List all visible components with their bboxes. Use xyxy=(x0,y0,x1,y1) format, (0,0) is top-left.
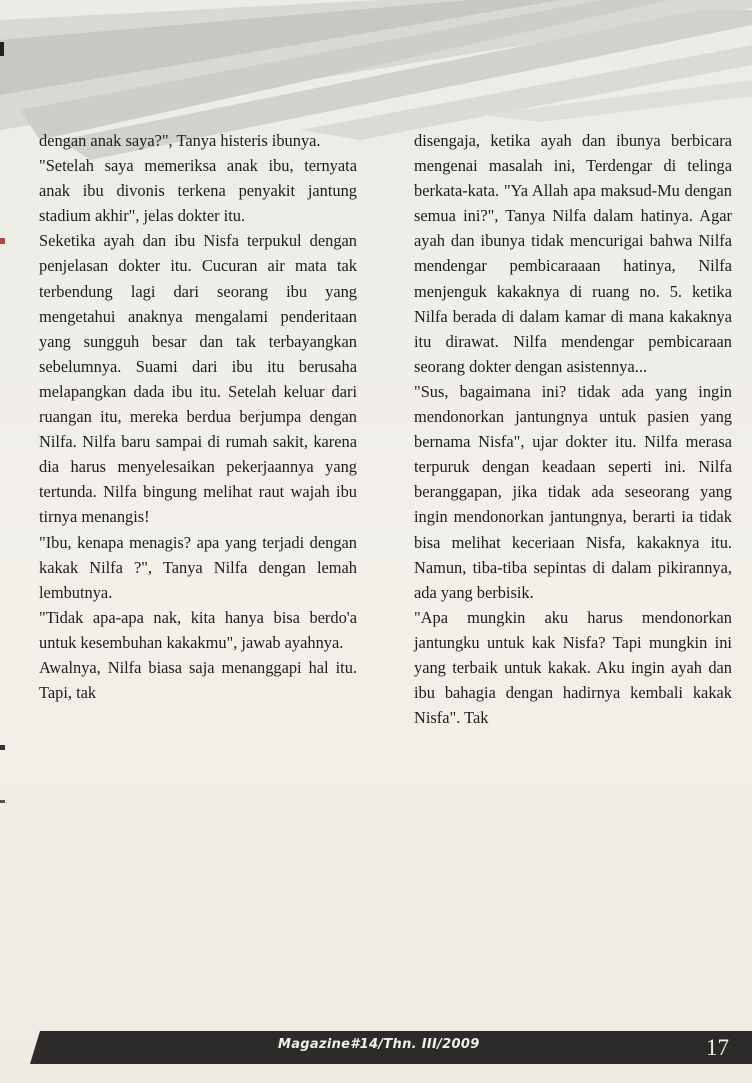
paragraph: dengan anak saya?", Tanya histeris ibunya. xyxy=(39,131,321,150)
magazine-footer: Magazine#14/Thn. III/2009 xyxy=(278,1037,480,1052)
paragraph: "Setelah saya memeriksa anak ibu, ternyata anak ibu divonis terkena penyakit jantung stadium akhir", jelas dokter itu. xyxy=(39,156,357,226)
right-column xyxy=(414,128,732,730)
paragraph: Awalnya, Nilfa biasa saja menanggapi hal itu. Tapi, tak xyxy=(39,657,357,703)
left-column xyxy=(39,128,357,705)
paragraph: Seketika ayah dan ibu Nisfa terpukul dengan penjelasan dokter itu. Cucuran air mata tak terbendung lagi dari seorang ibu yang mengetahui anaknya mengalami penderitaan yang sungguh besar dan tak terbayangkan sebelumnya. Suami dari ibu itu berusaha melapangkan dada ibu itu. Setelah keluar dari ruangan itu, mereka berdua berjumpa dengan Nilfa. Nilfa baru sampai di rumah sakit, karena dia harus menyelesaikan pekerjaannya yang tertunda. Nilfa bingung melihat raut wajah ibu tirnya menangis! xyxy=(39,231,357,527)
paragraph: disengaja, ketika ayah dan ibunya berbicara mengenai masalah ini, Terdengar di telinga berkata-kata. "Ya Allah apa maksud-Mu dengan semua ini?", Tanya Nilfa dalam hatinya. Agar ayah dan ibunya tidak mencurigai bahwa Nilfa mendengar pembicaraaan hatinya, Nilfa menjenguk kakaknya di ruang no. 5. ketika Nilfa berada di dalam kamar di mana kakaknya itu dirawat. Nilfa mendengar pembicaraan seorang dokter dengan asistennya... xyxy=(414,131,732,376)
binding-mark xyxy=(0,800,5,803)
page-number: 17 xyxy=(706,1035,729,1060)
paragraph: "Apa mungkin aku harus mendonorkan jantungku untuk kak Nisfa? Tapi mungkin ini yang terbaik untuk kakak. Aku ingin ayah dan ibu bahagia dengan hadirnya kembali kakak Nisfa". Tak xyxy=(414,607,732,728)
binding-mark xyxy=(0,42,4,56)
paragraph: "Tidak apa-apa nak, kita hanya bisa berdo'a untuk kesembuhan kakakmu", jawab ayahnya. xyxy=(39,607,357,652)
binding-mark xyxy=(0,745,5,750)
paragraph: "Sus, bagaimana ini? tidak ada yang ingin mendonorkan jantungnya untuk pasien yang bernama Nisfa", ujar dokter itu. Nilfa merasa terpuruk dengan keadaan seperti ini. Nilfa beranggapan, jika tidak ada seseorang yang ingin mendonorkan jantungnya, berarti ia tidak bisa melihat keceriaan Nisfa, kakaknya itu. Namun, tiba-tiba sepintas di dalam pikirannya, ada yang berbisik. xyxy=(414,381,732,602)
binding-mark xyxy=(0,238,5,244)
paragraph: "Ibu, kenapa menagis? apa yang terjadi dengan kakak Nilfa ?", Tanya Nilfa dengan lemah lembutnya. xyxy=(39,532,357,602)
